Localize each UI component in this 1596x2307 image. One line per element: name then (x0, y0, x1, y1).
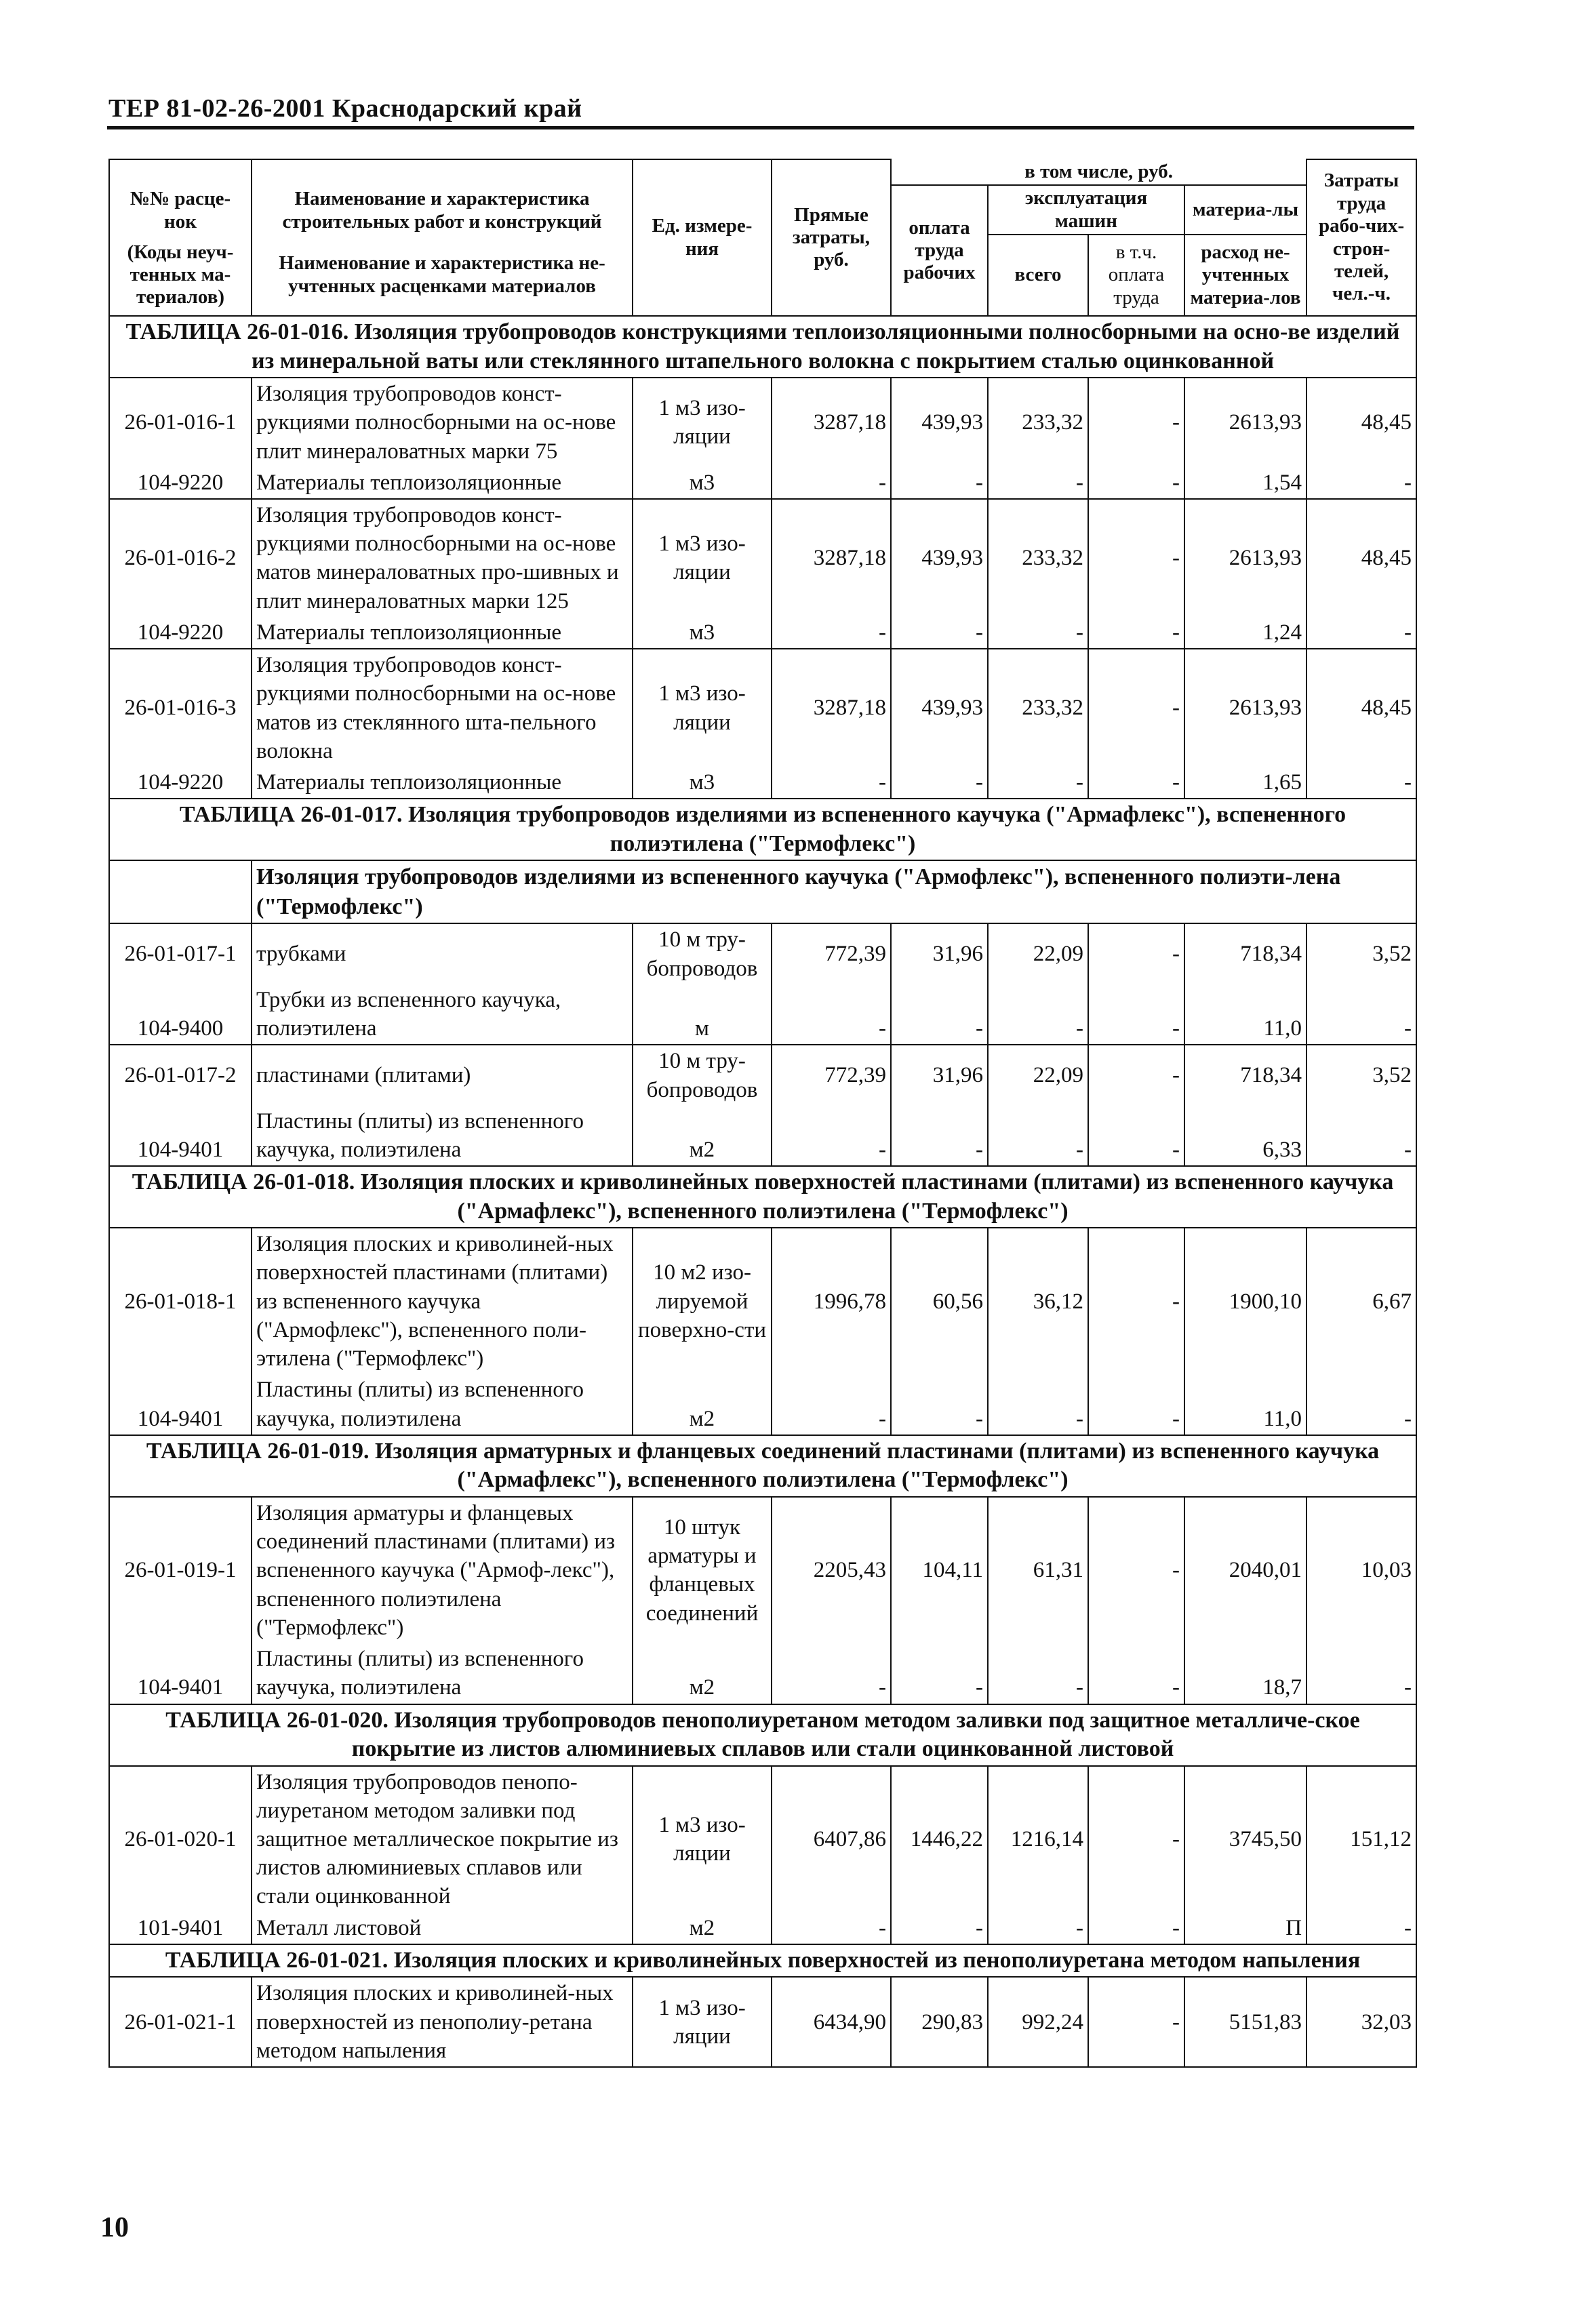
col-labor-pay: оплата труда рабочих (891, 185, 988, 316)
section-title-row (109, 316, 1416, 378)
rate-row (109, 499, 1416, 617)
rate-labor-pay: 104,11 (891, 1497, 988, 1643)
material-unit: м2 (633, 1912, 772, 1944)
section-title-row (109, 1704, 1416, 1766)
section-title: ТАБЛИЦА 26-01-018. Изоляция плоских и криволинейных поверхностей пластинами (плитами) из вспененного каучука ("Армафлекс"), вспененного полиэтилена ("Термофлекс") (109, 1166, 1416, 1228)
rate-labor-cost: 10,03 (1306, 1497, 1416, 1643)
material-code: 104-9220 (109, 767, 252, 799)
rate-direct-cost: 6434,90 (772, 1977, 891, 2067)
rate-unit: 1 м3 изо-ляции (633, 1977, 772, 2067)
rate-unit: 10 м тру-бопроводов (633, 1045, 772, 1105)
group-title: Изоляция трубопроводов изделиями из вспененного каучука ("Армофлекс"), вспененного полиэти-лена ("Термофлекс") (252, 860, 1416, 923)
page-number: 10 (100, 2212, 129, 2243)
rate-machines-labor: - (1088, 649, 1184, 767)
material-dash: - (1306, 1643, 1416, 1704)
col-labor-cost: Затраты труда рабо-чих-строн-телей, чел.-ч. (1306, 159, 1416, 316)
material-code: 101-9401 (109, 1912, 252, 1944)
material-name: Материалы теплоизоляционные (252, 767, 633, 799)
rate-direct-cost: 3287,18 (772, 649, 891, 767)
rate-row (109, 1045, 1416, 1105)
rate-unit: 10 м тру-бопроводов (633, 923, 772, 984)
material-row (109, 1643, 1416, 1704)
rate-row (109, 649, 1416, 767)
rate-unit: 1 м3 изо-ляции (633, 1766, 772, 1912)
rate-unit: 10 штук арматуры и фланцевых соединений (633, 1497, 772, 1643)
rate-labor-pay: 290,83 (891, 1977, 988, 2067)
rate-labor-cost: 3,52 (1306, 1045, 1416, 1105)
rate-direct-cost: 772,39 (772, 1045, 891, 1105)
material-dash: - (1306, 467, 1416, 499)
material-dash: - (988, 617, 1088, 649)
rate-name: Изоляция трубопроводов конст-рукциями полносборными на ос-нове матов из стеклянного шта-пельного волокна (252, 649, 633, 767)
rate-materials: 2613,93 (1184, 378, 1306, 467)
material-code: 104-9401 (109, 1374, 252, 1435)
material-unit: м (633, 984, 772, 1045)
material-consumption: 6,33 (1184, 1106, 1306, 1166)
col-machines-labor: в т.ч. оплата труда (1088, 235, 1184, 316)
rate-machines-labor: - (1088, 1228, 1184, 1374)
rate-row (109, 1766, 1416, 1912)
material-consumption: П (1184, 1912, 1306, 1944)
material-dash: - (772, 767, 891, 799)
material-consumption: 11,0 (1184, 984, 1306, 1045)
material-row (109, 467, 1416, 499)
material-name: Пластины (плиты) из вспененного каучука, полиэтилена (252, 1374, 633, 1435)
rate-labor-cost: 3,52 (1306, 923, 1416, 984)
material-dash: - (988, 1374, 1088, 1435)
material-row (109, 767, 1416, 799)
material-consumption: 1,65 (1184, 767, 1306, 799)
material-name: Трубки из вспененного каучука, полиэтилена (252, 984, 633, 1045)
material-unit: м3 (633, 467, 772, 499)
material-consumption: 1,54 (1184, 467, 1306, 499)
material-row (109, 1106, 1416, 1166)
material-dash: - (1088, 1912, 1184, 1944)
material-row (109, 1374, 1416, 1435)
material-dash: - (1088, 1374, 1184, 1435)
table-head (109, 159, 1416, 316)
section-title: ТАБЛИЦА 26-01-020. Изоляция трубопроводов пенополиуретаном методом заливки под защитное металличе-ское покрытие из листов алюминиевых сплавов или стали оцинкованной листовой (109, 1704, 1416, 1766)
rate-machines-total: 233,32 (988, 649, 1088, 767)
col-code-bottom: (Коды неуч-тенных ма-териалов) (109, 235, 252, 316)
rate-code: 26-01-016-2 (109, 499, 252, 617)
material-dash: - (988, 1912, 1088, 1944)
rate-machines-labor: - (1088, 378, 1184, 467)
rate-machines-total: 22,09 (988, 923, 1088, 984)
rate-row (109, 378, 1416, 467)
material-dash: - (988, 1106, 1088, 1166)
section-title: ТАБЛИЦА 26-01-019. Изоляция арматурных и фланцевых соединений пластинами (плитами) из вспененного каучука ("Армафлекс"), вспененного полиэтилена ("Термофлекс") (109, 1435, 1416, 1497)
section-title: ТАБЛИЦА 26-01-021. Изоляция плоских и криволинейных поверхностей из пенополиуретана методом напыления (109, 1944, 1416, 1978)
material-dash: - (891, 1643, 988, 1704)
rate-materials: 3745,50 (1184, 1766, 1306, 1912)
material-name: Материалы теплоизоляционные (252, 617, 633, 649)
material-dash: - (891, 767, 988, 799)
material-consumption: 1,24 (1184, 617, 1306, 649)
section-title-row (109, 1944, 1416, 1978)
rate-code: 26-01-019-1 (109, 1497, 252, 1643)
material-dash: - (1306, 984, 1416, 1045)
rate-labor-cost: 48,45 (1306, 378, 1416, 467)
material-dash: - (988, 984, 1088, 1045)
rate-direct-cost: 6407,86 (772, 1766, 891, 1912)
material-dash: - (988, 1643, 1088, 1704)
material-dash: - (772, 467, 891, 499)
rate-code: 26-01-017-2 (109, 1045, 252, 1105)
material-code: 104-9220 (109, 617, 252, 649)
rate-direct-cost: 3287,18 (772, 378, 891, 467)
material-dash: - (1306, 1912, 1416, 1944)
material-dash: - (772, 1374, 891, 1435)
rate-labor-pay: 1446,22 (891, 1766, 988, 1912)
rate-labor-pay: 439,93 (891, 649, 988, 767)
rate-labor-pay: 60,56 (891, 1228, 988, 1374)
col-name-bottom: Наименование и характеристика не-учтенных расценками материалов (252, 235, 633, 316)
rate-code: 26-01-017-1 (109, 923, 252, 984)
rate-name: Изоляция плоских и криволиней-ных поверхностей из пенополиу-ретана методом напыления (252, 1977, 633, 2067)
material-dash: - (1088, 467, 1184, 499)
rate-name: Изоляция плоских и криволиней-ных поверхностей пластинами (плитами) из вспененного каучука ("Армофлекс"), вспененного поли-этилена ("Термофлекс") (252, 1228, 633, 1374)
material-code: 104-9220 (109, 467, 252, 499)
material-dash: - (1088, 984, 1184, 1045)
material-row (109, 984, 1416, 1045)
price-table (108, 159, 1417, 2068)
rate-machines-labor: - (1088, 923, 1184, 984)
rate-materials: 2040,01 (1184, 1497, 1306, 1643)
material-dash: - (1306, 1374, 1416, 1435)
col-unit: Ед. измере-ния (633, 159, 772, 316)
group-code-cell (109, 860, 252, 923)
material-dash: - (1088, 617, 1184, 649)
material-dash: - (772, 1912, 891, 1944)
material-dash: - (891, 467, 988, 499)
material-dash: - (1088, 1106, 1184, 1166)
rate-unit: 1 м3 изо-ляции (633, 649, 772, 767)
rate-machines-labor: - (1088, 1497, 1184, 1643)
material-name: Материалы теплоизоляционные (252, 467, 633, 499)
col-materials: материа-лы (1184, 185, 1306, 235)
section-title-row (109, 1166, 1416, 1228)
rate-name: Изоляция трубопроводов пенопо-лиуретаном методом заливки под защитное металлическое покрытие из листов алюминиевых сплавов или стали оцинкованной (252, 1766, 633, 1912)
rate-labor-cost: 6,67 (1306, 1228, 1416, 1374)
rate-code: 26-01-020-1 (109, 1766, 252, 1912)
material-code: 104-9400 (109, 984, 252, 1045)
material-code: 104-9401 (109, 1106, 252, 1166)
rate-unit: 1 м3 изо-ляции (633, 499, 772, 617)
rate-machines-total: 22,09 (988, 1045, 1088, 1105)
material-unit: м3 (633, 767, 772, 799)
rate-materials: 2613,93 (1184, 499, 1306, 617)
material-row (109, 1912, 1416, 1944)
rate-materials: 2613,93 (1184, 649, 1306, 767)
rate-code: 26-01-021-1 (109, 1977, 252, 2067)
rate-code: 26-01-016-1 (109, 378, 252, 467)
rate-code: 26-01-018-1 (109, 1228, 252, 1374)
rate-materials: 5151,83 (1184, 1977, 1306, 2067)
rate-direct-cost: 3287,18 (772, 499, 891, 617)
rate-machines-labor: - (1088, 499, 1184, 617)
material-name: Металл листовой (252, 1912, 633, 1944)
rate-labor-pay: 31,96 (891, 923, 988, 984)
material-dash: - (772, 617, 891, 649)
material-unit: м2 (633, 1106, 772, 1166)
material-consumption: 18,7 (1184, 1643, 1306, 1704)
rate-labor-cost: 151,12 (1306, 1766, 1416, 1912)
material-dash: - (1306, 767, 1416, 799)
rate-name: трубками (252, 923, 633, 984)
material-dash: - (891, 1374, 988, 1435)
rate-machines-total: 992,24 (988, 1977, 1088, 2067)
section-title: ТАБЛИЦА 26-01-017. Изоляция трубопроводов изделиями из вспененного каучука ("Армафлекс"), вспененного полиэтилена ("Термофлекс") (109, 799, 1416, 860)
material-dash: - (772, 1643, 891, 1704)
rate-code: 26-01-016-3 (109, 649, 252, 767)
material-dash: - (891, 1106, 988, 1166)
material-dash: - (1088, 1643, 1184, 1704)
rate-labor-pay: 439,93 (891, 378, 988, 467)
rate-machines-total: 36,12 (988, 1228, 1088, 1374)
col-code-top: №№ расце-нок (109, 159, 252, 235)
rate-unit: 10 м2 изо-лируемой поверхно-сти (633, 1228, 772, 1374)
material-dash: - (772, 1106, 891, 1166)
material-dash: - (772, 984, 891, 1045)
rate-machines-total: 233,32 (988, 378, 1088, 467)
rate-name: Изоляция трубопроводов конст-рукциями полносборными на ос-нове матов минераловатных про-шивных и плит минераловатных марки 125 (252, 499, 633, 617)
rate-unit: 1 м3 изо-ляции (633, 378, 772, 467)
col-including: в том числе, руб. (891, 159, 1306, 185)
material-unit: м2 (633, 1643, 772, 1704)
material-dash: - (891, 617, 988, 649)
rate-materials: 1900,10 (1184, 1228, 1306, 1374)
material-dash: - (1088, 767, 1184, 799)
material-dash: - (988, 767, 1088, 799)
group-title-row (109, 860, 1416, 923)
rate-row (109, 1977, 1416, 2067)
rate-machines-labor: - (1088, 1045, 1184, 1105)
rate-direct-cost: 2205,43 (772, 1497, 891, 1643)
header-rule (107, 126, 1414, 129)
material-unit: м2 (633, 1374, 772, 1435)
rate-row (109, 923, 1416, 984)
rate-materials: 718,34 (1184, 1045, 1306, 1105)
material-name: Пластины (плиты) из вспененного каучука, полиэтилена (252, 1643, 633, 1704)
col-materials-unaccounted: расход не-учтенных материа-лов (1184, 235, 1306, 316)
rate-machines-labor: - (1088, 1977, 1184, 2067)
rate-direct-cost: 772,39 (772, 923, 891, 984)
rate-name: Изоляция трубопроводов конст-рукциями полносборными на ос-нове плит минераловатных марки 75 (252, 378, 633, 467)
material-unit: м3 (633, 617, 772, 649)
col-machines: эксплуатация машин (988, 185, 1184, 235)
rate-direct-cost: 1996,78 (772, 1228, 891, 1374)
material-dash: - (988, 467, 1088, 499)
rate-labor-cost: 48,45 (1306, 649, 1416, 767)
material-consumption: 11,0 (1184, 1374, 1306, 1435)
rate-machines-total: 61,31 (988, 1497, 1088, 1643)
material-name: Пластины (плиты) из вспененного каучука, полиэтилена (252, 1106, 633, 1166)
material-dash: - (891, 984, 988, 1045)
col-name-top: Наименование и характеристика строительных работ и конструкций (252, 159, 633, 235)
material-dash: - (1306, 1106, 1416, 1166)
rate-labor-pay: 439,93 (891, 499, 988, 617)
rate-labor-pay: 31,96 (891, 1045, 988, 1105)
rate-labor-cost: 48,45 (1306, 499, 1416, 617)
section-title-row (109, 799, 1416, 860)
material-dash: - (891, 1912, 988, 1944)
material-row (109, 617, 1416, 649)
material-dash: - (1306, 617, 1416, 649)
rate-name: пластинами (плитами) (252, 1045, 633, 1105)
section-title: ТАБЛИЦА 26-01-016. Изоляция трубопроводов конструкциями теплоизоляционными полносборными на осно-ве изделий из минеральной ваты или стеклянного штапельного волокна с покрытием сталью оцинкованной (109, 316, 1416, 378)
rate-name: Изоляция арматуры и фланцевых соединений пластинами (плитами) из вспененного каучука ("Армоф-лекс"), вспененного полиэтилена ("Термофлекс") (252, 1497, 633, 1643)
rate-machines-total: 1216,14 (988, 1766, 1088, 1912)
rate-materials: 718,34 (1184, 923, 1306, 984)
section-title-row (109, 1435, 1416, 1497)
col-direct: Прямые затраты, руб. (772, 159, 891, 316)
rate-machines-labor: - (1088, 1766, 1184, 1912)
table-body (109, 316, 1416, 2067)
rate-labor-cost: 32,03 (1306, 1977, 1416, 2067)
rate-row (109, 1497, 1416, 1643)
page-header: ТЕР 81-02-26-2001 Краснодарский край (108, 94, 582, 123)
material-code: 104-9401 (109, 1643, 252, 1704)
col-machines-total: всего (988, 235, 1088, 316)
rate-machines-total: 233,32 (988, 499, 1088, 617)
rate-row (109, 1228, 1416, 1374)
